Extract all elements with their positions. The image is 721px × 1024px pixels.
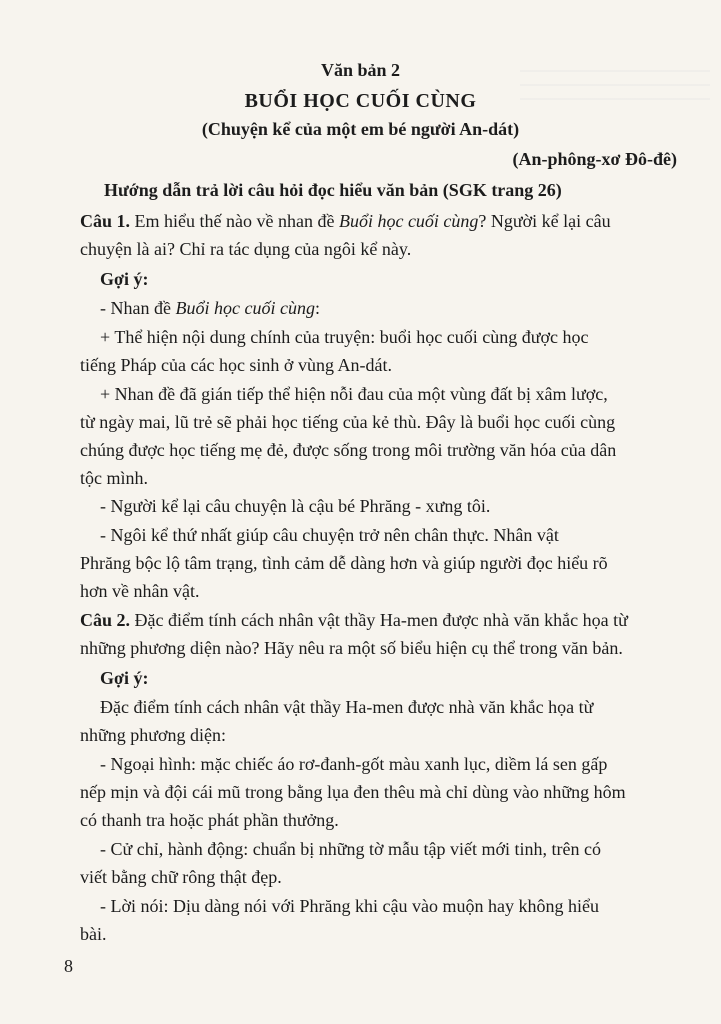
q1-text-a: Em hiểu thế nào về nhan đề: [130, 211, 339, 231]
subtitle: (Chuyện kể của một em bé người An-dát): [201, 119, 520, 139]
page-title: BUỔI HỌC CUỐI CÙNG: [244, 90, 477, 112]
hint-1-a: - Nhan đề: [100, 298, 176, 318]
question-2-label: Câu 2.: [80, 610, 131, 630]
hint-1-line-10: Phrăng bộc lộ tâm trạng, tình cảm dễ dàng hơn và giúp người đọc hiểu rõ: [80, 553, 608, 573]
hint-1-line-8: - Người kể lại câu chuyện là cậu bé Phrăng - xưng tôi.: [100, 496, 491, 516]
answer-2-line-8: - Lời nói: Dịu dàng nói với Phrăng khi cậu vào muộn hay không hiểu: [100, 896, 599, 916]
hint-1-line-1: [100, 296, 675, 320]
page-number: 8: [64, 956, 73, 976]
hint-1-line-5: từ ngày mai, lũ trẻ sẽ phải học tiếng của kẻ thù. Đây là buổi học cuối cùng: [80, 412, 616, 432]
answer-2-line-7: viết bằng chữ rông thật đẹp.: [80, 867, 282, 887]
hint-1-line-4: + Nhan đề đã gián tiếp thể hiện nỗi đau của một vùng đất bị xâm lược,: [100, 384, 608, 404]
question-1-label: Câu 1.: [80, 211, 131, 231]
q1-text-italic: Buổi học cuối cùng: [338, 211, 479, 231]
answer-2-line-3: - Ngoại hình: mặc chiếc áo rơ-đanh-gốt màu xanh lục, diềm lá sen gấp: [100, 754, 608, 774]
question-2-line-2: những phương diện nào? Hãy nêu ra một số biểu hiện cụ thể trong văn bản.: [80, 638, 623, 658]
hint-1-line-9: - Ngôi kể thứ nhất giúp câu chuyện trở nên chân thực. Nhân vật: [100, 525, 559, 545]
hint-1-c: :: [314, 298, 320, 318]
answer-2-line-9: bài.: [80, 924, 107, 944]
hint-1-line-6: chúng được học tiếng mẹ đẻ, được sống trong môi trường văn hóa của dân: [80, 440, 617, 460]
q1-text-c: ? Người kể lại câu: [478, 211, 611, 231]
author: (An-phông-xơ Đô-đê): [512, 149, 677, 169]
hint-label-2: Gợi ý:: [100, 668, 149, 688]
question-2-line-1: [80, 608, 655, 632]
hint-1-line-3: tiếng Pháp của các học sinh ở vùng An-dát.: [80, 355, 392, 375]
hint-label-1: Gợi ý:: [100, 269, 149, 289]
guide-heading: Hướng dẫn trả lời câu hỏi đọc hiểu văn bản (SGK trang 26): [104, 180, 562, 200]
question-1-line-2: chuyện là ai? Chỉ ra tác dụng của ngôi kể này.: [80, 239, 412, 259]
hint-1-line-11: hơn về nhân vật.: [80, 581, 200, 601]
hint-1-line-7: tộc mình.: [80, 468, 148, 488]
answer-2-line-6: - Cử chỉ, hành động: chuẩn bị những tờ mẫu tập viết mới tinh, trên có: [100, 839, 601, 859]
q2-text: Đặc điểm tính cách nhân vật thầy Ha-men được nhà văn khắc họa từ: [130, 610, 628, 630]
answer-2-line-2: những phương diện:: [80, 725, 227, 745]
answer-2-line-5: có thanh tra hoặc phát phần thưởng.: [80, 810, 339, 830]
question-1-line-1: [80, 209, 655, 233]
answer-2-line-4: nếp mịn và đội cái mũ trong bằng lụa đen thêu mà chỉ dùng vào những hôm: [80, 782, 626, 802]
hint-1-italic: Buổi học cuối cùng: [175, 298, 315, 318]
hint-1-line-2: + Thể hiện nội dung chính của truyện: buổi học cuối cùng được học: [100, 327, 589, 347]
answer-2-line-1: Đặc điểm tính cách nhân vật thầy Ha-men được nhà văn khắc họa từ: [100, 697, 594, 717]
section-kicker: Văn bản 2: [320, 60, 401, 80]
